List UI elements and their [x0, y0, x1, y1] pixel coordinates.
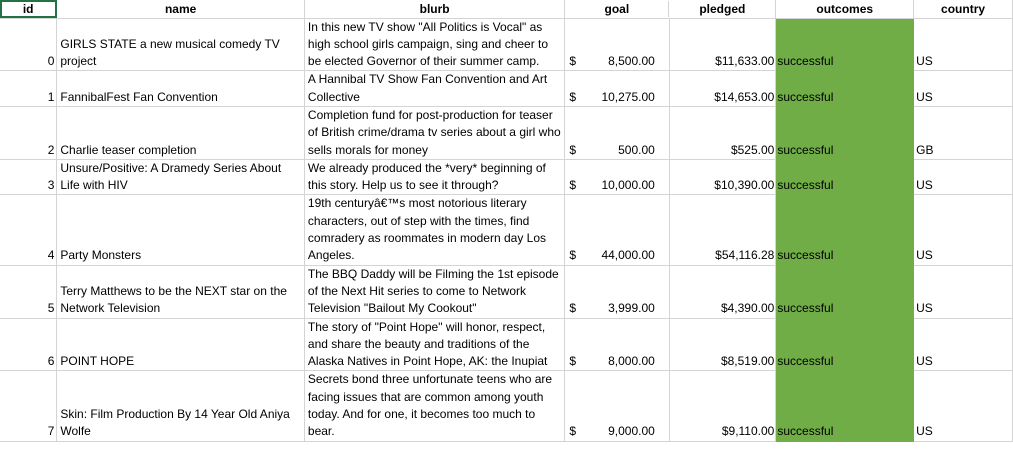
cell-pledged[interactable]: $8,519.00: [669, 318, 776, 371]
cell-goal-amount: 3,999.00: [608, 301, 655, 316]
cell-id[interactable]: 2: [0, 106, 57, 159]
cell-currency-symbol: $: [569, 89, 577, 104]
cell-name[interactable]: Charlie teaser completion: [57, 106, 305, 159]
table-row: [0, 159, 1013, 195]
table-row: [0, 318, 1013, 371]
cell-goal[interactable]: [565, 18, 669, 71]
cell-goal[interactable]: [565, 195, 669, 265]
cell-pledged[interactable]: $4,390.00: [669, 265, 776, 318]
cell-id[interactable]: 3: [0, 159, 57, 195]
cell-currency-symbol: $: [569, 301, 577, 316]
header-cell-name[interactable]: name: [57, 0, 305, 18]
header-cell-goal[interactable]: goal: [565, 1, 669, 17]
cell-country[interactable]: US: [914, 265, 1013, 318]
cell-goal-amount: 8,500.00: [608, 54, 655, 69]
header-cell-blurb[interactable]: blurb: [304, 0, 564, 18]
cell-id[interactable]: 6: [0, 318, 57, 371]
cell-blurb[interactable]: A Hannibal TV Show Fan Convention and Art Collective: [304, 71, 564, 107]
cell-outcome[interactable]: successful: [776, 18, 914, 71]
cell-outcome[interactable]: successful: [776, 106, 914, 159]
header-goal-pledged-wrapper: [565, 0, 776, 18]
cell-currency-symbol: $: [569, 178, 577, 193]
cell-pledged[interactable]: $54,116.28: [669, 195, 776, 265]
table-row: [0, 371, 1013, 441]
cell-outcome[interactable]: successful: [776, 71, 914, 107]
table-row: [0, 18, 1013, 71]
cell-country[interactable]: US: [914, 318, 1013, 371]
table-row: [0, 106, 1013, 159]
cell-outcome[interactable]: successful: [776, 195, 914, 265]
header-cell-country[interactable]: country: [914, 0, 1013, 18]
cell-goal[interactable]: [565, 318, 669, 371]
cell-pledged[interactable]: $14,653.00: [669, 71, 776, 107]
cell-goal[interactable]: [565, 106, 669, 159]
cell-blurb[interactable]: We already produced the *very* beginning of this story. Help us to see it through?: [304, 159, 564, 195]
cell-blurb[interactable]: In this new TV show "All Politics is Vocal" as high school girls campaign, sing and cheer to be elected Governor of their summer camp.: [304, 18, 564, 71]
cell-name[interactable]: Skin: Film Production By 14 Year Old Aniya Wolfe: [57, 371, 305, 441]
cell-goal-amount: 44,000.00: [601, 248, 655, 263]
cell-outcome[interactable]: successful: [776, 159, 914, 195]
cell-pledged[interactable]: $525.00: [669, 106, 776, 159]
cell-blurb[interactable]: The BBQ Daddy will be Filming the 1st episode of the Next Hit series to come to Network Television "Bailout My Cookout": [304, 265, 564, 318]
cell-name[interactable]: Party Monsters: [57, 195, 305, 265]
cell-pledged[interactable]: $11,633.00: [669, 18, 776, 71]
cell-goal[interactable]: [565, 265, 669, 318]
cell-goal-amount: 8,000.00: [608, 354, 655, 369]
cell-country[interactable]: US: [914, 71, 1013, 107]
cell-blurb[interactable]: The story of "Point Hope" will honor, respect, and share the beauty and traditions of the Alaska Natives in Point Hope, AK: the Inupiat: [304, 318, 564, 371]
cell-currency-symbol: $: [569, 248, 577, 263]
cell-name[interactable]: GIRLS STATE a new musical comedy TV project: [57, 18, 305, 71]
cell-goal[interactable]: [565, 371, 669, 441]
cell-id[interactable]: 1: [0, 71, 57, 107]
cell-country[interactable]: US: [914, 195, 1013, 265]
cell-id[interactable]: 7: [0, 371, 57, 441]
cell-currency-symbol: $: [569, 424, 577, 439]
cell-country[interactable]: GB: [914, 106, 1013, 159]
cell-currency-symbol: $: [569, 54, 577, 69]
cell-name[interactable]: FannibalFest Fan Convention: [57, 71, 305, 107]
cell-id[interactable]: 5: [0, 265, 57, 318]
cell-id[interactable]: 0: [0, 18, 57, 71]
cell-outcome[interactable]: successful: [776, 318, 914, 371]
cell-id[interactable]: 4: [0, 195, 57, 265]
cell-currency-symbol: $: [569, 142, 577, 157]
cell-name[interactable]: POINT HOPE: [57, 318, 305, 371]
cell-outcome[interactable]: successful: [776, 371, 914, 441]
cell-name[interactable]: Terry Matthews to be the NEXT star on the Network Television: [57, 265, 305, 318]
header-cell-id[interactable]: id: [0, 0, 57, 18]
cell-country[interactable]: US: [914, 159, 1013, 195]
cell-pledged[interactable]: $10,390.00: [669, 159, 776, 195]
cell-name[interactable]: Unsure/Positive: A Dramedy Series About Life with HIV: [57, 159, 305, 195]
cell-goal-amount: 10,000.00: [601, 178, 655, 193]
cell-goal-amount: 9,000.00: [608, 424, 655, 439]
cell-goal-amount: 500.00: [618, 142, 655, 157]
cell-currency-symbol: $: [569, 354, 577, 369]
header-cell-outcomes[interactable]: outcomes: [776, 0, 914, 18]
header-row: [0, 0, 1013, 18]
table-row: [0, 71, 1013, 107]
cell-blurb[interactable]: Secrets bond three unfortunate teens who are facing issues that are common among youth today. And for one, it becomes too much to bear.: [304, 371, 564, 441]
table-row: [0, 265, 1013, 318]
cell-blurb[interactable]: Completion fund for post-production for teaser of British crime/drama tv series about a girl who sells morals for money: [304, 106, 564, 159]
cell-goal[interactable]: [565, 71, 669, 107]
cell-goal[interactable]: [565, 159, 669, 195]
cell-country[interactable]: US: [914, 18, 1013, 71]
cell-pledged[interactable]: $9,110.00: [669, 371, 776, 441]
cell-country[interactable]: US: [914, 371, 1013, 441]
cell-outcome[interactable]: successful: [776, 265, 914, 318]
cell-blurb[interactable]: 19th centuryâ€™s most notorious literary characters, out of step with the times, find comradery as roommates in modern day Los Angeles.: [304, 195, 564, 265]
cell-goal-amount: 10,275.00: [601, 89, 655, 104]
table-row: [0, 195, 1013, 265]
header-cell-pledged[interactable]: pledged: [699, 1, 746, 16]
